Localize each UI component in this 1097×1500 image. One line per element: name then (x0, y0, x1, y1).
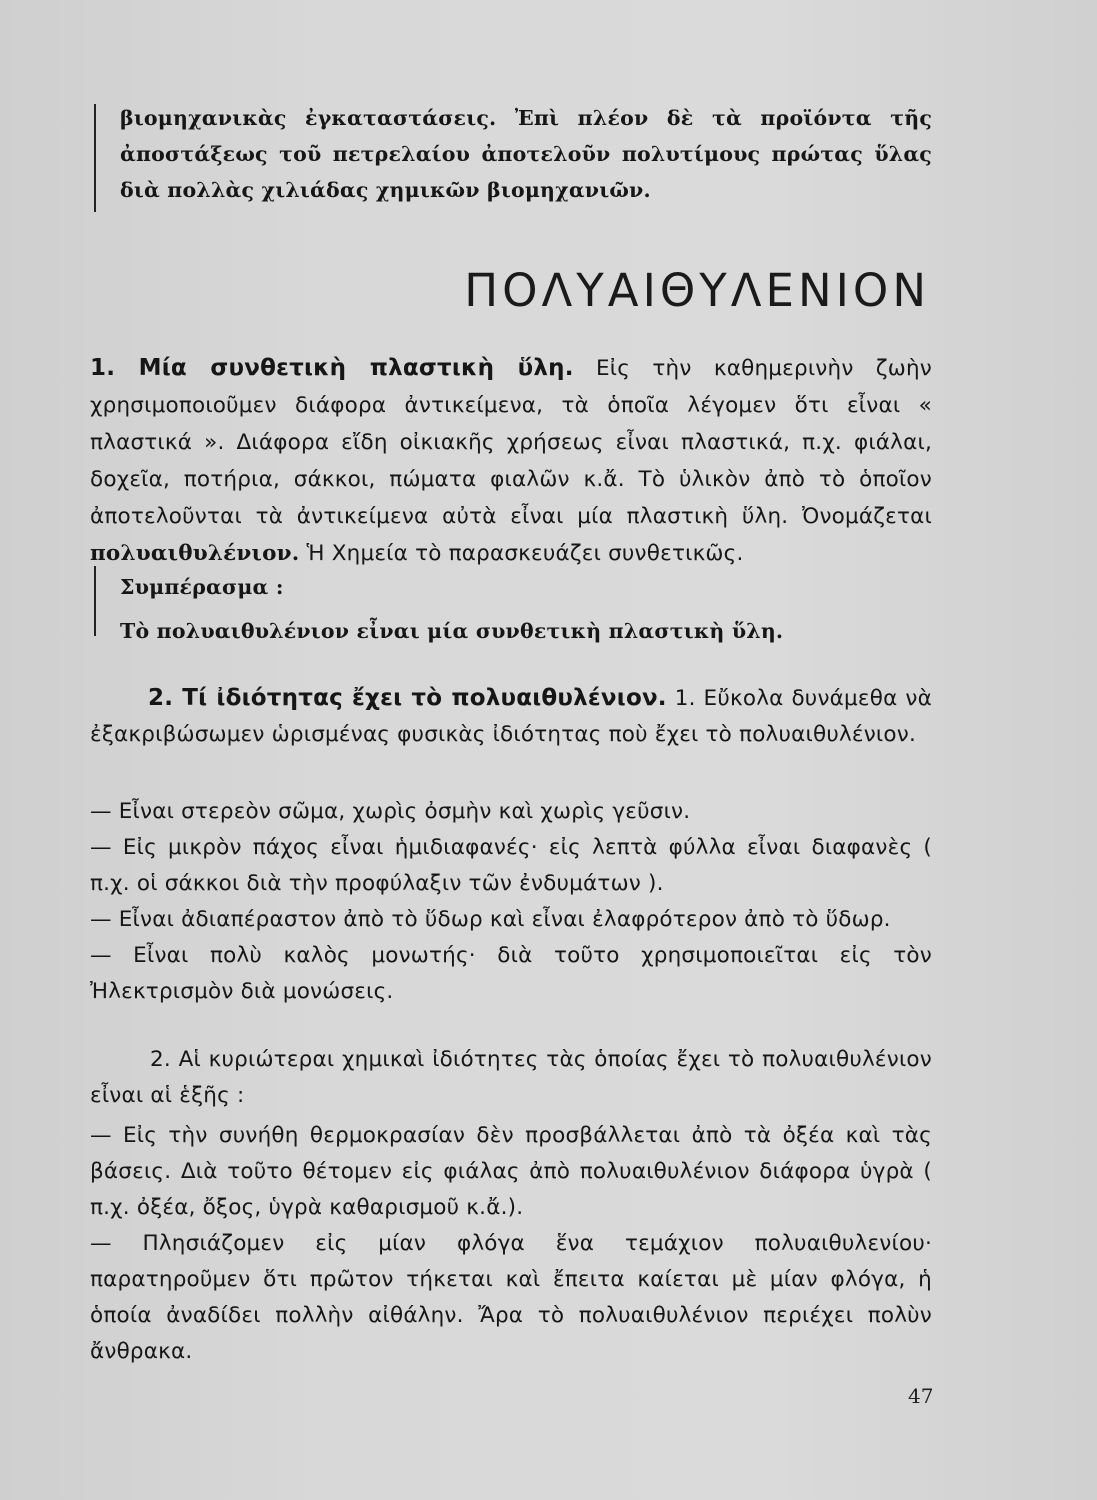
section1-paragraph (90, 350, 932, 572)
page-title: ΠΟΛΥΑΙΘΥΛΕΝΙΟΝ (464, 264, 930, 317)
conclusion-block (120, 565, 920, 653)
chemical-property-item: — Πλησιάζομεν εἰς μίαν φλόγα ἕνα τεμάχιον πολυαιθυλενίου· παρατηροῦμεν ὅτι πρῶτον τήκεται καὶ ἔπειτα καίεται μὲ μίαν φλόγα, ἡ ὁποία ἀναδίδει πολλὴν αἰθάλην. Ἄρα τὸ πολυαιθυλένιον περιέχει πολὺν ἄνθρακα. (90, 1231, 932, 1364)
physical-properties-list (90, 794, 932, 1010)
conclusion-text: Τὸ πολυαιθυλένιον εἶναι μία συνθετικὴ πλαστικὴ ὕλη. (120, 619, 784, 643)
intro-paragraph: βιομηχανικὰς ἐγκαταστάσεις. Ἐπὶ πλέον δὲ τὰ προϊόντα τῆς ἀποστάξεως τοῦ πετρελαίου ἀποτελοῦν πολυτίμους πρώτας ὕλας διὰ πολλὰς χιλιάδας χημικῶν βιομηχανιῶν. (120, 106, 932, 202)
physical-property-item: — Εἰς μικρὸν πάχος εἶναι ἡμιδιαφανές· εἰς λεπτὰ φύλλα εἶναι διαφανὲς ( π.χ. οἱ σάκκοι διὰ τὴν προφύλαξιν τῶν ἐνδυμάτων ). (90, 835, 932, 896)
conclusion-label: Συμπέρασμα : (120, 575, 284, 599)
section2-heading: 2. Τί ἰδιότητας ἔχει τὸ πολυαιθυλένιον. (148, 685, 667, 711)
page-number: 47 (908, 1384, 934, 1408)
physical-property-item: — Εἶναι πολὺ καλὸς μονωτής· διὰ τοῦτο χρησιμοποιεῖται εἰς τὸν Ἠλεκτρισμὸν διὰ μονώσεις. (90, 943, 932, 1004)
chemical-properties-intro: 2. Αἱ κυριώτεραι χημικαὶ ἰδιότητες τὰς ὁποίας ἔχει τὸ πολυαιθυλένιον εἶναι αἱ ἑξῆς : (90, 1047, 932, 1108)
physical-property-item: — Εἶναι ἀδιαπέραστον ἀπὸ τὸ ὕδωρ καὶ εἶναι ἐλαφρότερον ἀπὸ τὸ ὕδωρ. (90, 907, 891, 932)
section2-paragraph (90, 680, 932, 753)
section1-text-a: Εἰς τὴν καθημερινὴν ζωὴν χρησιμοποιοῦμεν διάφορα ἀντικείμενα, τὰ ὁποῖα λέγομεν ὅτι εἶναι « πλαστικά ». Διάφορα εἴδη οἰκιακῆς χρήσεως εἶναι πλαστικά, π.χ. φιάλαι, δοχεῖα, ποτήρια, σάκκοι, πώματα φιαλῶν κ.ἄ. Τὸ ὑλικὸν ἀπὸ τὸ ὁποῖον ἀποτελοῦνται τὰ ἀντικείμενα αὐτὰ εἶναι μία πλαστικὴ ὕλη. Ὀνομάζεται (90, 356, 932, 529)
section1-text-b: Ἡ Χημεία τὸ παρασκευάζει συνθετικῶς. (299, 541, 744, 566)
section2-intro: 1. Εὔκολα δυνάμεθα νὰ ἐξακριβώσωμεν ὡρισμένας φυσικὰς ἰδιότητας ποὺ ἔχει τὸ πολυαιθυλένιον. (90, 686, 932, 747)
section1-heading: 1. Μία συνθετικὴ πλαστικὴ ὕλη. (90, 355, 574, 381)
conclusion-margin-bar (94, 566, 96, 636)
intro-margin-bar (94, 104, 96, 212)
physical-property-item: — Εἶναι στερεὸν σῶμα, χωρὶς ὀσμὴν καὶ χωρὶς γεῦσιν. (90, 799, 691, 824)
chemical-properties-list (90, 1118, 932, 1370)
section1-term: πολυαιθυλένιον. (90, 541, 300, 566)
chemical-property-item: — Εἰς τὴν συνήθη θερμοκρασίαν δὲν προσβάλλεται ἀπὸ τὰ ὀξέα καὶ τὰς βάσεις. Διὰ τοῦτο θέτομεν εἰς φιάλας ἀπὸ πολυαιθυλένιον διάφορα ὑγρὰ ( π.χ. ὀξέα, ὄξος, ὑγρὰ καθαρισμοῦ κ.ἄ.). (90, 1123, 932, 1220)
